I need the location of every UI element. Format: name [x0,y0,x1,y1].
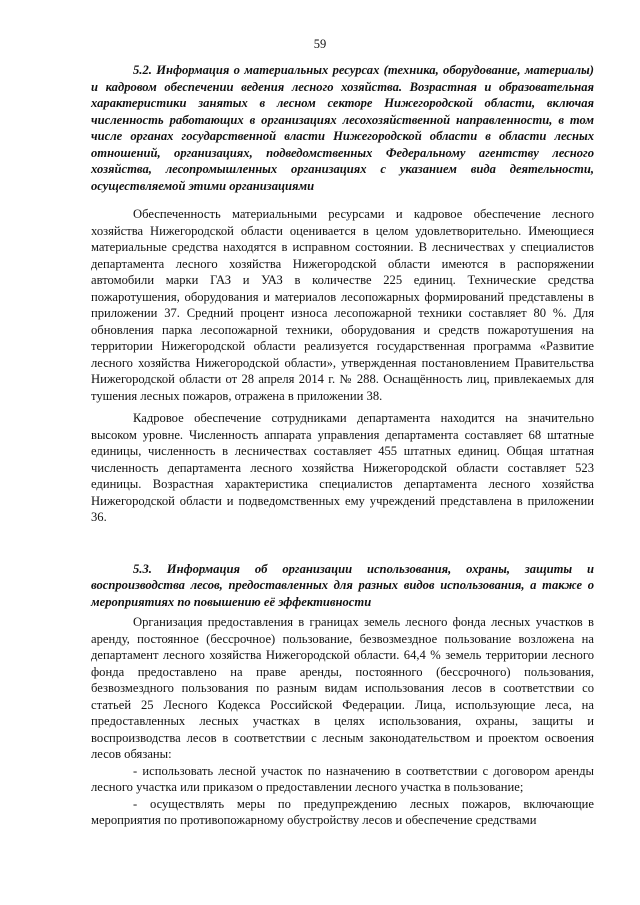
page-content [91,62,594,829]
section-5-2-paragraph-2: Кадровое обеспечение сотрудниками департамента находится на значительно высоком уровне. Численность аппарата управления департамента составляет 68 штатные единицы, численность в лесничествах составляет 455 штатных единиц. Общая штатная численность департамента лесного хозяйства Нижегородской области составляет 523 единицы. Возрастная характеристика специалистов департамента лесного хозяйства Нижегородской области и подведомственных ему учреждений представлена в приложении 36. [91,411,594,524]
spacer [91,194,594,206]
spacer [91,526,594,561]
section-5-2-paragraph-1: Обеспеченность материальными ресурсами и кадровое обеспечение лесного хозяйства Нижегородской области оценивается в целом удовлетворительно. Имеющиеся материальные средства находятся в исправном состоянии. В лесничествах у специалистов департамента лесного хозяйства Нижегородской области имеются в распоряжении автомобили марки ГАЗ и УАЗ в количестве 225 единиц. Технические средства пожаротушения, оборудования и материалов лесопожарных формирований представлены в приложении 37. Средний процент износа лесопожарной техники составляет 80 %. Для обновления парка лесопожарной техники, оборудования и средств пожаротушения на территории Нижегородской области реализуется государственная программа «Развитие лесного хозяйства Нижегородской области», утвержденная постановлением Правительства Нижегородской области от 28 апреля 2014 г. № 288. Оснащённость лиц, привлекаемых для тушения лесных пожаров, отражена в приложении 38. [91,207,594,403]
section-5-3-paragraph-2: - использовать лесной участок по назначению в соответствии с договором аренды лесного участка или приказом о предоставлении лесного участка в пользование; [91,763,594,794]
section-5-2-heading: 5.2. Информация о материальных ресурсах (техника, оборудование, материалы) и кадровом обеспечении ведения лесного хозяйства. Возрастная и образовательная характеристики занятых в лесном секторе Нижегородской области, включая численность работающих в организациях лесохозяйственной направленности, в том числе органах государственной власти Нижегородской области в области лесных отношений, организациях, подведомственных Федеральному агентству лесного хозяйства, лесопромышленных организациях с указанием вида деятельности, осуществляемой этими организациями [91,63,594,193]
section-5-3-paragraph-1: Организация предоставления в границах земель лесного фонда лесных участков в аренду, постоянное (бессрочное) пользование, безвозмездное пользование возложена на департамент лесного хозяйства Нижегородской области. 64,4 % земель территории лесного фонда предоставлено на праве аренды, постоянного (бессрочного) пользования, безвозмездного пользования по разным видам использования лесов в соответствии со статьей 25 Лесного Кодекса Российской Федерации. Лица, использующие леса, на предоставленных лесных участках в целях использования, охраны, защиты и воспроизводства лесов в соответствии с лесным законодательством и проектом освоения лесов обязаны: [91,615,594,761]
page-number: 59 [313,37,327,51]
section-5-3-paragraph-3: - осуществлять меры по предупреждению лесных пожаров, включающие мероприятия по противопожарному обустройству лесов и обеспечение средствами [91,796,594,827]
section-5-3-heading: 5.3. Информация об организации использования, охраны, защиты и воспроизводства лесов, предоставленных для разных видов использования, а также о мероприятиях по повышению её эффективности [91,561,594,609]
